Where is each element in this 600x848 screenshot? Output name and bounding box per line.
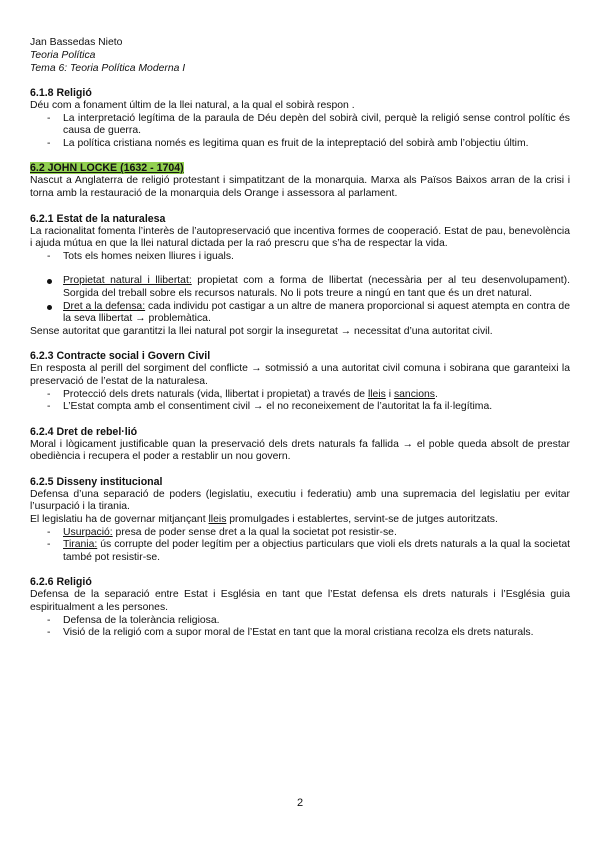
highlighted-heading: 6.2 JOHN LOCKE (1632 - 1704)	[30, 162, 184, 175]
list-item: - Usurpació: presa de poder sense dret a la qual la societat pot resistir-se.	[47, 526, 397, 538]
dash-marker: -	[47, 539, 51, 551]
section-title-6-2-5: 6.2.5 Disseny institucional	[30, 475, 163, 488]
dash-marker: -	[47, 614, 51, 626]
page-number: 2	[296, 797, 304, 809]
bullet-icon	[47, 279, 52, 284]
dash-marker: -	[47, 112, 51, 124]
list-item: - La política cristiana només es legitima quan es fruit de la intepreptació del sobirà amb l’objectiu últim.	[47, 137, 529, 149]
list-item: - Protecció dels drets naturals (vida, llibertat i propietat) a través de lleis i sancions.	[47, 388, 438, 400]
dash-marker: -	[47, 526, 51, 538]
document-page	[30, 36, 570, 640]
section-text: Nascut a Anglaterra de religió protestant i simpatitzant de la monarquia. Marxa als Països Baixos arran de la crisi i torna amb la restauració de la monarquia dels Orange i assessora al parlament.	[30, 175, 570, 199]
section-text: Defensa d’una separació de poders (legislatiu, executiu i federatiu) amb una supremacia del legislatiu per evitar l’usurpació i la tirania.	[30, 488, 570, 513]
bullet-icon	[47, 305, 52, 310]
dash-list	[30, 389, 570, 414]
section-text: La racionalitat fomenta l’interès de l’autopreservació que incentiva formes de cooperació. Estat de pau, benevolència i ajuda mútua en que la llei natural dictada per la raó prescru que s’ha de respectar la vida.	[30, 225, 570, 250]
section-text: El legislatiu ha de governar mitjançant lleis promulgades i establertes, servint-se de jutges autoritzats.	[30, 514, 498, 526]
section-text: Déu com a fonament últim de la llei natural, a la qual el sobirà respon .	[30, 100, 355, 111]
dash-list	[30, 113, 570, 151]
section-text: En resposta al perill del sorgiment del conflicte → sotmissió a una autoritat civil comuna i sobirana que garanteixi la preservació de l’estat de la naturalesa.	[30, 363, 570, 387]
list-item: - Tirania: ús corrupte del poder legítim per a objectius particulars que violi els drets naturals a la qual la societat també pot resistir-se.	[47, 539, 570, 563]
dash-marker: -	[47, 137, 51, 149]
bullet-list	[30, 275, 570, 325]
list-item: - Defensa de la tolerància religiosa.	[47, 614, 220, 626]
course-name: Teoria Política	[30, 50, 96, 61]
document-header	[30, 36, 570, 75]
section-title-6-2-4: 6.2.4 Dret de rebel·lió	[30, 425, 138, 438]
dash-marker: -	[47, 401, 51, 413]
dash-list	[30, 251, 570, 264]
author-name: Jan Bassedas Nieto	[30, 37, 123, 48]
list-item: - Tots els homes neixen lliures i iguals.	[47, 250, 234, 262]
list-item: - L’Estat compta amb el consentiment civil → el no reconeixement de l’autoritat la fa il·legítima.	[47, 401, 493, 413]
dash-list	[30, 527, 570, 565]
dash-marker: -	[47, 250, 51, 262]
dash-list	[30, 615, 570, 640]
list-item: Dret a la defensa: cada individu pot castigar a un altre de manera proporcional si aquest atempta en contra de la seva llibertat → problemàtica.	[30, 301, 570, 326]
section-title-6-1-8: 6.1.8 Religió	[30, 87, 92, 99]
list-item: Propietat natural i llibertat: propietat com a forma de llibertat (necessària per al teu desenvolupament). Sorgida del treball sobre els recursos naturals. No li pots treure a ningú en tant que és un dret natural.	[30, 275, 570, 300]
section-title-6-2-6: 6.2.6 Religió	[30, 576, 92, 589]
dash-marker: -	[47, 627, 51, 639]
section-title-6-2-1: 6.2.1 Estat de la naturalesa	[30, 212, 166, 225]
list-item: - La interpretació legítima de la paraula de Déu depèn del sobirà civil, perquè la religió sense control polític és causa de guerra.	[47, 112, 570, 137]
section-text: Moral i lògicament justificable quan la preservació dels drets naturals fa fallida → el poble queda absolt de prestar obediència i recupera el poder a restablir un nou govern.	[30, 438, 570, 463]
section-text: Defensa de la separació entre Estat i Església en tant que l’Estat defensa els drets naturals i l’Església guia espiritualment a les persones.	[30, 589, 570, 614]
section-text: Sense autoritat que garantitzi la llei natural pot sorgir la inseguretat → necessitat d’una autoritat civil.	[30, 325, 493, 337]
section-title-6-2	[30, 162, 570, 175]
section-title-6-2-3: 6.2.3 Contracte social i Govern Civil	[30, 350, 211, 363]
dash-marker: -	[47, 388, 51, 400]
list-item: - Visió de la religió com a supor moral de l’Estat en tant que la moral cristiana recolza els drets naturals.	[47, 627, 534, 639]
topic-title: Tema 6: Teoria Política Moderna I	[30, 63, 186, 74]
